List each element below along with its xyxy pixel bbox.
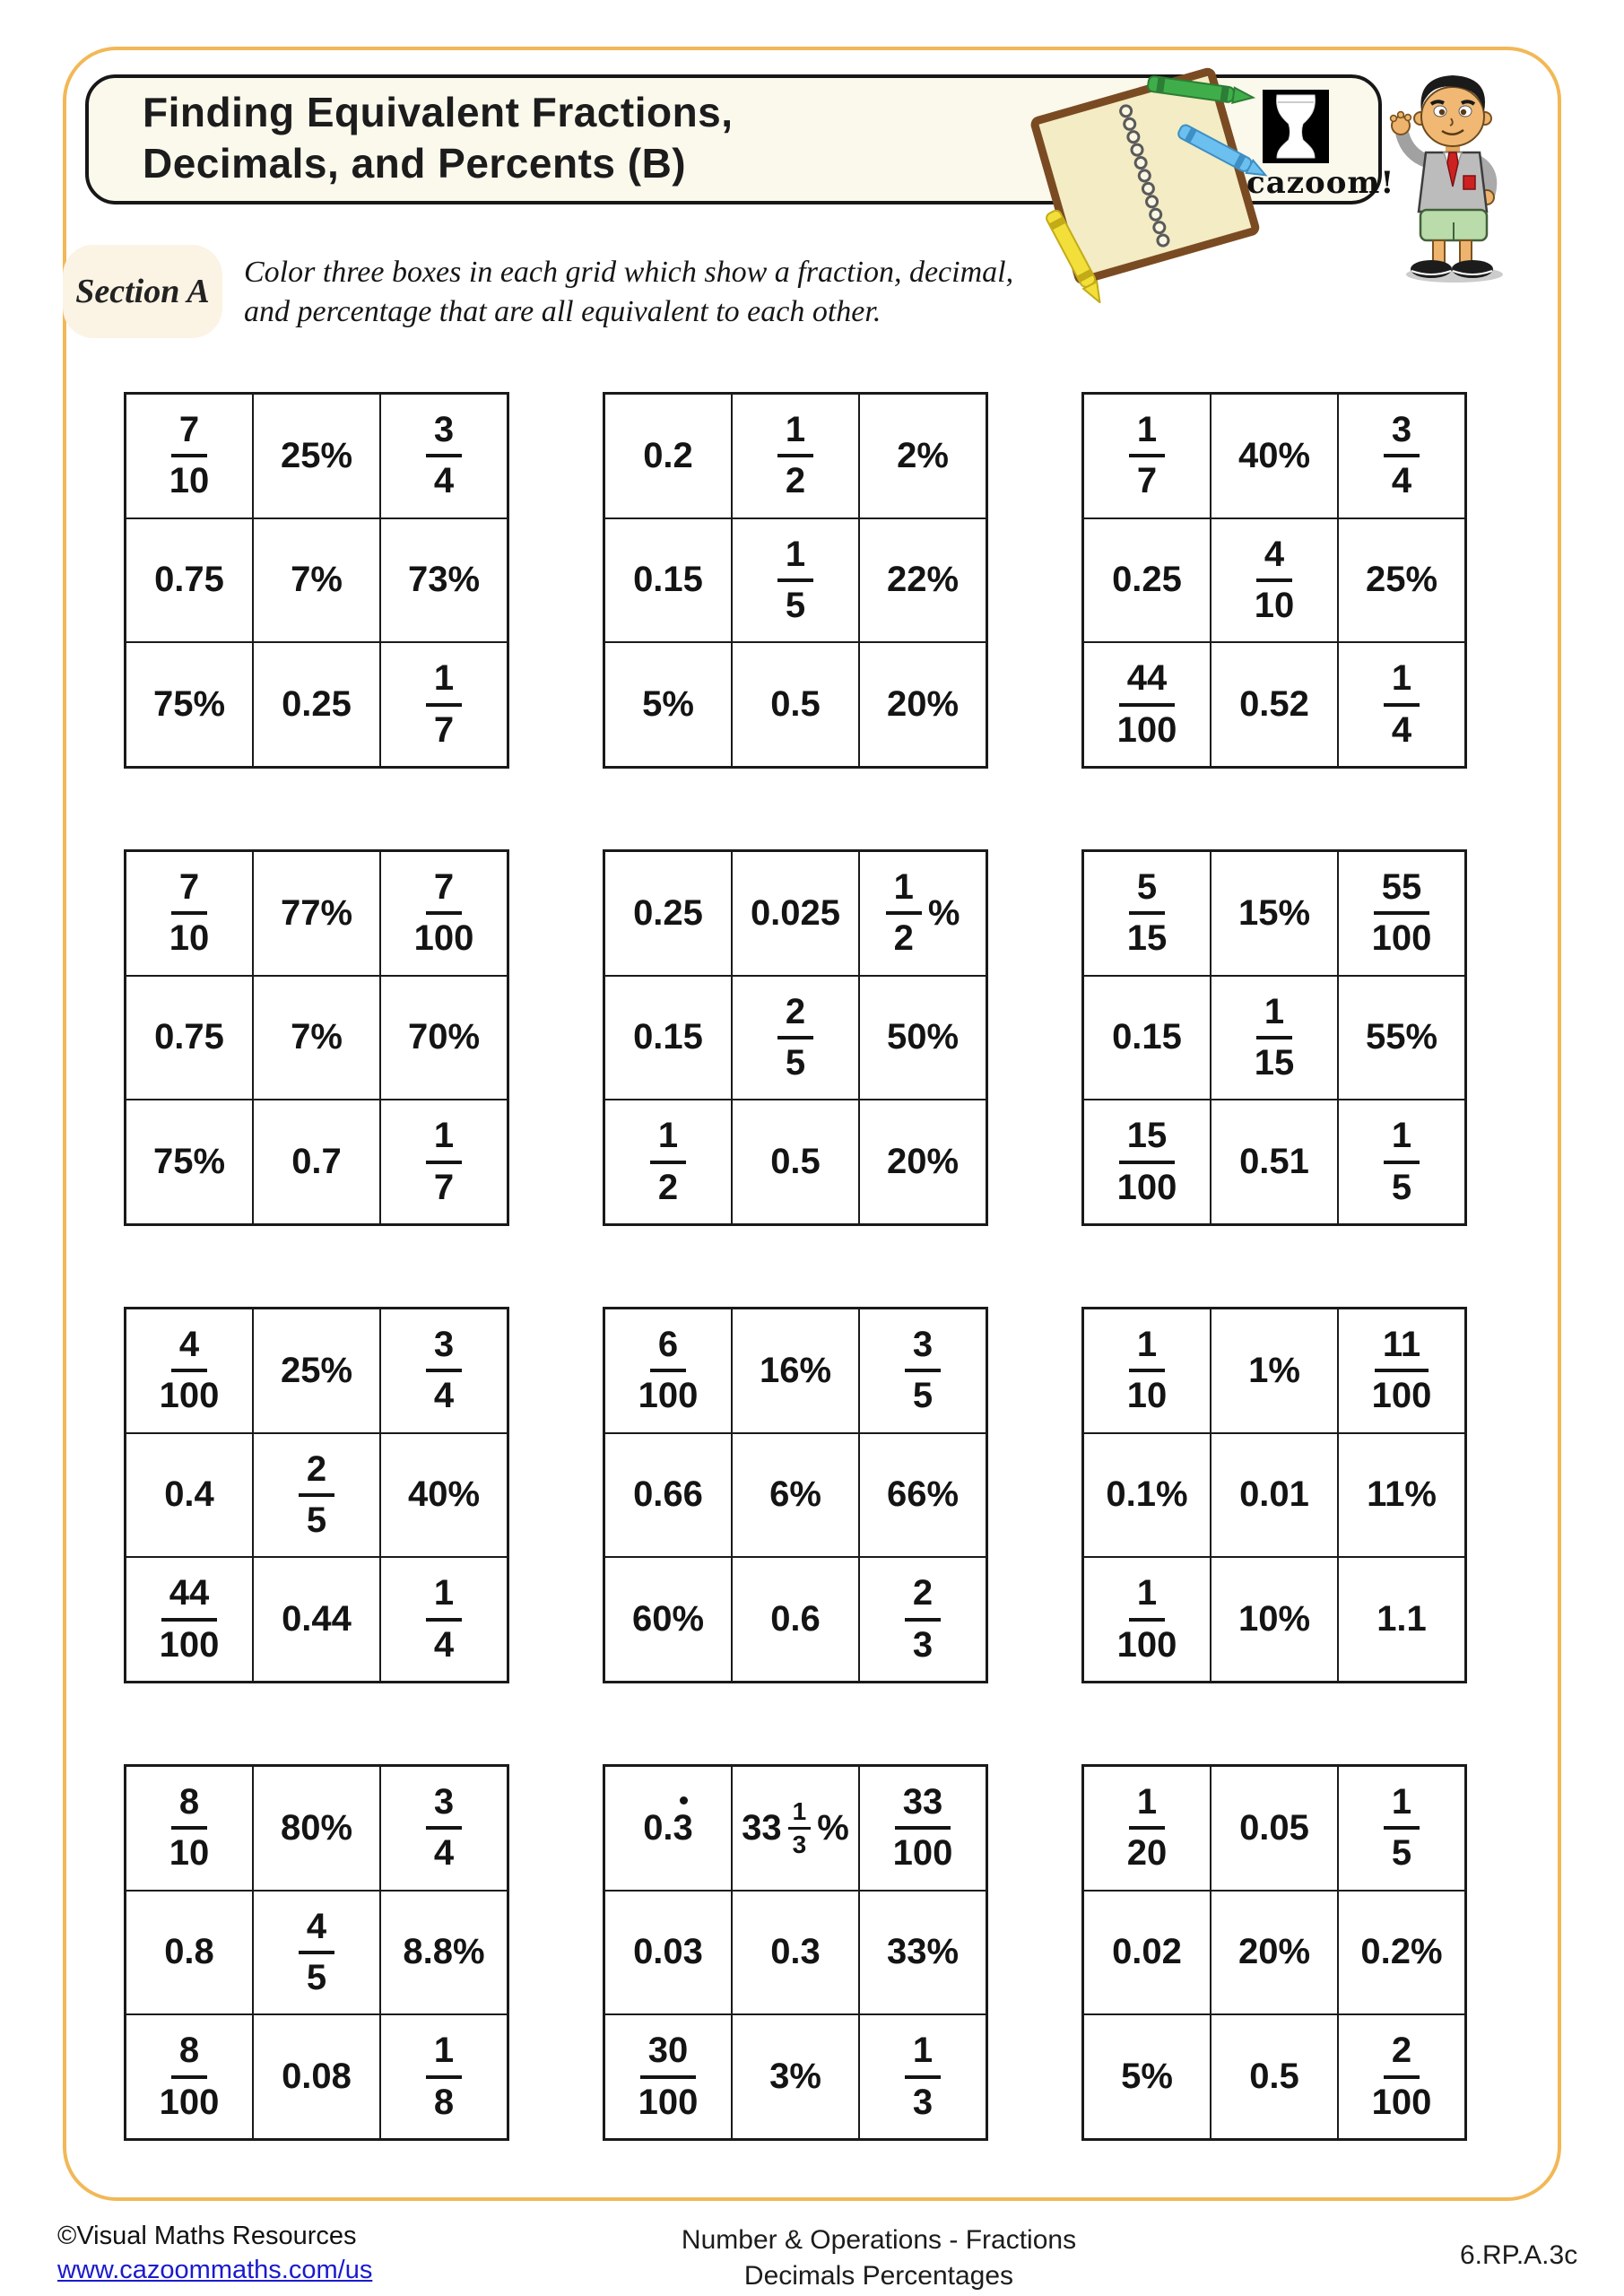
equivalence-grid-7 xyxy=(124,1307,509,1683)
grid-6-cell-r1c1[interactable] xyxy=(1083,851,1211,976)
text-value: 0.6 xyxy=(770,1599,821,1639)
grid-5-cell-r3c3[interactable] xyxy=(859,1100,986,1224)
text-value: 0.02 xyxy=(1112,1932,1182,1972)
equivalence-grid-11 xyxy=(603,1764,988,2141)
text-value: 22% xyxy=(886,560,960,600)
text-value: 77% xyxy=(280,892,353,933)
grid-12-cell-r2c1[interactable] xyxy=(1083,1891,1211,2015)
fraction-value: $\frac{2}{100}$ xyxy=(1371,2031,1432,2122)
grid-9-cell-r2c3[interactable] xyxy=(1338,1433,1465,1558)
grid-9-cell-r2c2[interactable] xyxy=(1211,1433,1338,1558)
grid-1-cell-r1c1[interactable] xyxy=(126,394,253,518)
grid-4-cell-r1c3[interactable] xyxy=(380,851,508,976)
grid-10-cell-r3c1[interactable] xyxy=(126,2014,253,2139)
grid-7-cell-r1c3[interactable] xyxy=(380,1309,508,1433)
fraction-value: $\frac{1}{2}$ xyxy=(886,868,922,958)
text-value: 0.15 xyxy=(1112,1017,1182,1057)
grid-10-cell-r2c1[interactable] xyxy=(126,1891,253,2015)
text-value: 75% xyxy=(152,684,226,725)
fraction-value: $\frac{2}{3}$ xyxy=(905,1574,941,1664)
grid-3-cell-r3c2[interactable] xyxy=(1211,642,1338,767)
text-value: 20% xyxy=(886,684,960,725)
text-value: 75% xyxy=(152,1142,226,1182)
footer-left xyxy=(57,2219,372,2287)
grid-10-cell-r1c2[interactable] xyxy=(253,1766,380,1891)
grid-4-cell-r1c2[interactable] xyxy=(253,851,380,976)
instructions-line1: Color three boxes in each grid which show a fraction, decimal, xyxy=(244,256,1014,289)
text-value: 80% xyxy=(280,1807,353,1848)
grid-3-cell-r1c3[interactable] xyxy=(1338,394,1465,518)
grid-4-cell-r3c3[interactable] xyxy=(380,1100,508,1224)
recurring-decimal-value: 0.3 xyxy=(643,1808,693,1848)
grid-2-cell-r2c3[interactable] xyxy=(859,518,986,643)
fraction-value: $\frac{1}{5}$ xyxy=(1384,1783,1420,1873)
text-value: 6% xyxy=(769,1474,821,1515)
grid-11-cell-r3c3[interactable] xyxy=(859,2014,986,2139)
fraction-value: $\frac{1}{100}$ xyxy=(1116,1573,1177,1665)
grid-4-cell-r3c1[interactable] xyxy=(126,1100,253,1224)
grid-7-cell-r2c1[interactable] xyxy=(126,1433,253,1558)
grid-11-cell-r3c2[interactable] xyxy=(732,2014,859,2139)
fraction-value: $\frac{1}{4}$ xyxy=(1384,659,1420,749)
equivalence-grid-2 xyxy=(603,392,988,769)
grid-11-cell-r1c2[interactable] xyxy=(732,1766,859,1891)
grid-11-cell-r2c1[interactable] xyxy=(604,1891,732,2015)
footer-topic-line2: Decimals Percentages xyxy=(743,2261,1014,2291)
grid-12-cell-r2c2[interactable] xyxy=(1211,1891,1338,2015)
grid-5-cell-r1c3[interactable] xyxy=(859,851,986,976)
text-value: 25% xyxy=(280,1350,353,1390)
fraction-value: $\frac{1}{15}$ xyxy=(1254,991,1295,1083)
grid-5-cell-r1c2[interactable] xyxy=(732,851,859,976)
text-value: 40% xyxy=(1238,435,1311,475)
fraction-value: $\frac{1}{8}$ xyxy=(426,2031,462,2121)
text-value: 11% xyxy=(1367,1474,1437,1515)
grid-5-cell-r3c1[interactable] xyxy=(604,1100,732,1224)
text-value: 0.25 xyxy=(282,684,352,725)
text-value: 70% xyxy=(407,1017,481,1057)
text-value: 0.66 xyxy=(633,1474,703,1515)
grid-1-cell-r3c2[interactable] xyxy=(253,642,380,767)
fraction-value: $\frac{3}{4}$ xyxy=(426,1326,462,1415)
fraction-value: $\frac{15}{100}$ xyxy=(1116,1116,1177,1207)
grid-1-cell-r1c2[interactable] xyxy=(253,394,380,518)
grid-6-cell-r1c2[interactable] xyxy=(1211,851,1338,976)
text-value: 2% xyxy=(897,435,949,475)
grid-7-cell-r3c3[interactable] xyxy=(380,1557,508,1682)
text-value: 25% xyxy=(280,435,353,475)
fraction-value: $\frac{55}{100}$ xyxy=(1371,867,1432,959)
text-value: 5% xyxy=(1121,2057,1173,2097)
grid-10-cell-r2c3[interactable] xyxy=(380,1891,508,2015)
fraction-value: $\frac{8}{100}$ xyxy=(159,2031,220,2122)
fraction-value: $\frac{2}{5}$ xyxy=(777,993,813,1083)
grid-6-cell-r3c3[interactable] xyxy=(1338,1100,1465,1224)
grid-1-cell-r1c3[interactable] xyxy=(380,394,508,518)
fraction-value: $\frac{3}{4}$ xyxy=(426,1783,462,1873)
fraction-value: $\frac{11}{100}$ xyxy=(1371,1325,1432,1416)
text-value: 0.4 xyxy=(164,1474,214,1515)
grid-9-cell-r3c2[interactable] xyxy=(1211,1557,1338,1682)
grid-3-cell-r1c1[interactable] xyxy=(1083,394,1211,518)
grid-10-cell-r2c2[interactable] xyxy=(253,1891,380,2015)
instructions xyxy=(244,253,1230,332)
equivalence-grid-8 xyxy=(603,1307,988,1683)
text-value: 0.1% xyxy=(1106,1474,1188,1515)
grid-11-cell-r1c3[interactable] xyxy=(859,1766,986,1891)
section-a-text: Section A xyxy=(75,273,210,310)
grid-5-cell-r3c2[interactable] xyxy=(732,1100,859,1224)
fraction-value: $\frac{1}{7}$ xyxy=(426,1117,462,1206)
instructions-line2: and percentage that are all equivalent to each other. xyxy=(244,295,881,328)
cazoom-logo xyxy=(1246,90,1395,201)
fraction-percent-value: $\frac{1}{2}$ % xyxy=(886,868,960,958)
grid-9-cell-r1c1[interactable] xyxy=(1083,1309,1211,1433)
text-value: 20% xyxy=(1238,1932,1311,1972)
djembe-drum-icon xyxy=(1263,90,1329,163)
text-value: 0.2 xyxy=(643,435,693,475)
fraction-value: $\frac{1}{3}$ xyxy=(905,2031,941,2121)
text-value: 33% xyxy=(886,1932,960,1972)
section-a-label xyxy=(63,245,222,338)
grid-3-cell-r2c3[interactable] xyxy=(1338,518,1465,643)
grid-12-cell-r3c3[interactable] xyxy=(1338,2014,1465,2139)
grid-2-cell-r1c3[interactable] xyxy=(859,394,986,518)
text-value: 0.01 xyxy=(1239,1474,1309,1515)
grid-1-cell-r3c1[interactable] xyxy=(126,642,253,767)
grid-6-cell-r2c3[interactable] xyxy=(1338,976,1465,1100)
grid-1-cell-r2c1[interactable] xyxy=(126,518,253,643)
grid-8-cell-r1c3[interactable] xyxy=(859,1309,986,1433)
grid-6-cell-r1c3[interactable] xyxy=(1338,851,1465,976)
grid-2-cell-r1c2[interactable] xyxy=(732,394,859,518)
grid-9-cell-r2c1[interactable] xyxy=(1083,1433,1211,1558)
grid-1-cell-r3c3[interactable] xyxy=(380,642,508,767)
text-value: 8.8% xyxy=(403,1932,485,1972)
grid-2-cell-r3c2[interactable] xyxy=(732,642,859,767)
grid-7-cell-r3c1[interactable] xyxy=(126,1557,253,1682)
text-value: 0.25 xyxy=(633,892,703,933)
text-value: 7% xyxy=(291,1017,343,1057)
page-title-line1: Finding Equivalent Fractions, xyxy=(143,89,734,135)
grid-8-cell-r1c1[interactable] xyxy=(604,1309,732,1433)
text-value: 0.025 xyxy=(750,892,841,933)
fraction-value: $\frac{1}{4}$ xyxy=(426,1574,462,1664)
text-value: 25% xyxy=(1365,560,1438,600)
grid-4-cell-r2c1[interactable] xyxy=(126,976,253,1100)
grid-2-cell-r3c3[interactable] xyxy=(859,642,986,767)
grid-8-cell-r2c2[interactable] xyxy=(732,1433,859,1558)
text-value: 5% xyxy=(642,684,694,725)
grid-10-cell-r3c2[interactable] xyxy=(253,2014,380,2139)
text-value: 0.05 xyxy=(1239,1807,1309,1848)
equivalence-grid-5 xyxy=(603,849,988,1226)
grid-10-cell-r1c3[interactable] xyxy=(380,1766,508,1891)
grid-6-cell-r2c2[interactable] xyxy=(1211,976,1338,1100)
text-value: 0.15 xyxy=(633,560,703,600)
grid-4-cell-r2c3[interactable] xyxy=(380,976,508,1100)
fraction-value: $\frac{4}{10}$ xyxy=(1254,534,1295,625)
grid-8-cell-r3c2[interactable] xyxy=(732,1557,859,1682)
grid-3-cell-r3c1[interactable] xyxy=(1083,642,1211,767)
fraction-value: $\frac{2}{5}$ xyxy=(299,1450,334,1540)
grid-9-cell-r1c3[interactable] xyxy=(1338,1309,1465,1433)
grid-12-cell-r2c3[interactable] xyxy=(1338,1891,1465,2015)
equivalence-grid-4 xyxy=(124,849,509,1226)
page-title-line2: Decimals, and Percents (B) xyxy=(143,140,687,187)
text-value: 0.8 xyxy=(164,1932,214,1972)
fraction-value: $\frac{7}{10}$ xyxy=(169,410,210,501)
grid-3-cell-r3c3[interactable] xyxy=(1338,642,1465,767)
fraction-value: $\frac{3}{4}$ xyxy=(1384,411,1420,500)
grid-3-cell-r2c1[interactable] xyxy=(1083,518,1211,643)
equivalence-grid-3 xyxy=(1081,392,1467,769)
text-value: 60% xyxy=(631,1599,705,1639)
grids-area xyxy=(124,392,1467,2141)
text-value: 16% xyxy=(759,1350,832,1390)
fraction-value: $\frac{3}{5}$ xyxy=(905,1326,941,1415)
fraction-value: $\frac{1}{10}$ xyxy=(1126,1325,1168,1416)
fraction-value: $\frac{5}{15}$ xyxy=(1126,867,1168,959)
fraction-value: $\frac{8}{10}$ xyxy=(169,1782,210,1874)
fraction-value: $\frac{1}{5}$ xyxy=(1384,1117,1420,1206)
fraction-value: $\frac{1}{7}$ xyxy=(1129,411,1165,500)
fraction-value: $\frac{44}{100}$ xyxy=(159,1573,220,1665)
footer-topic xyxy=(430,2222,1327,2294)
equivalence-grid-1 xyxy=(124,392,509,769)
fraction-value: $\frac{4}{5}$ xyxy=(299,1908,334,1997)
text-value: 40% xyxy=(407,1474,481,1515)
equivalence-grid-9 xyxy=(1081,1307,1467,1683)
grid-11-cell-r1c1[interactable] xyxy=(604,1766,732,1891)
text-value: 0.15 xyxy=(633,1017,703,1057)
text-value: 0.7 xyxy=(291,1142,342,1182)
text-value: 0.51 xyxy=(1239,1142,1309,1182)
grid-5-cell-r2c1[interactable] xyxy=(604,976,732,1100)
text-value: 0.3 xyxy=(770,1932,821,1972)
grid-8-cell-r3c3[interactable] xyxy=(859,1557,986,1682)
grid-6-cell-r2c1[interactable] xyxy=(1083,976,1211,1100)
fraction-value: $\frac{1}{3}$ xyxy=(788,1798,812,1857)
cazoom-website-link[interactable]: www.cazoommaths.com/us xyxy=(57,2256,373,2284)
grid-9-cell-r3c3[interactable] xyxy=(1338,1557,1465,1682)
text-value: 0.5 xyxy=(1249,2057,1299,2097)
grid-7-cell-r1c2[interactable] xyxy=(253,1309,380,1433)
grid-5-cell-r1c1[interactable] xyxy=(604,851,732,976)
grid-12-cell-r1c3[interactable] xyxy=(1338,1766,1465,1891)
text-value: 0.03 xyxy=(633,1932,703,1972)
grid-12-cell-r3c2[interactable] xyxy=(1211,2014,1338,2139)
fraction-value: $\frac{30}{100}$ xyxy=(638,2031,699,2122)
text-value: 0.25 xyxy=(1112,560,1182,600)
fraction-value: $\frac{1}{2}$ xyxy=(777,411,813,500)
grid-6-cell-r3c1[interactable] xyxy=(1083,1100,1211,1224)
grid-2-cell-r1c1[interactable] xyxy=(604,394,732,518)
footer-topic-line1: Number & Operations - Fractions xyxy=(681,2225,1077,2255)
grid-7-cell-r1c1[interactable] xyxy=(126,1309,253,1433)
text-value: 0.75 xyxy=(154,560,224,600)
fraction-value: $\frac{1}{5}$ xyxy=(777,535,813,625)
grid-7-cell-r2c2[interactable] xyxy=(253,1433,380,1558)
fraction-value: $\frac{44}{100}$ xyxy=(1116,658,1177,750)
grid-2-cell-r2c2[interactable] xyxy=(732,518,859,643)
text-value: 0.2% xyxy=(1360,1932,1443,1972)
mixed-number-percent-value: 33 $\frac{1}{3}$ % xyxy=(742,1797,849,1858)
text-value: 3% xyxy=(769,2057,821,2097)
text-value: 73% xyxy=(407,560,481,600)
grid-5-cell-r2c3[interactable] xyxy=(859,976,986,1100)
text-value: 66% xyxy=(886,1474,960,1515)
text-value: 55% xyxy=(1365,1017,1438,1057)
text-value: 0.08 xyxy=(282,2057,352,2097)
standard-code: 6.RP.A.3c xyxy=(1460,2240,1578,2270)
fraction-value: $\frac{4}{100}$ xyxy=(159,1325,220,1416)
grid-4-cell-r1c1[interactable] xyxy=(126,851,253,976)
text-value: 20% xyxy=(886,1142,960,1182)
grid-8-cell-r2c3[interactable] xyxy=(859,1433,986,1558)
grid-11-cell-r3c1[interactable] xyxy=(604,2014,732,2139)
text-value: 1% xyxy=(1248,1350,1300,1390)
text-value: 0.44 xyxy=(282,1599,352,1639)
grid-1-cell-r2c2[interactable] xyxy=(253,518,380,643)
grid-9-cell-r3c1[interactable] xyxy=(1083,1557,1211,1682)
text-value: 50% xyxy=(886,1017,960,1057)
cazoom-logo-text: cazoom! xyxy=(1246,165,1395,201)
text-value: 1.1 xyxy=(1376,1599,1427,1639)
text-value: 0.5 xyxy=(770,684,821,725)
fraction-value: $\frac{7}{10}$ xyxy=(169,867,210,959)
fraction-value: $\frac{1}{20}$ xyxy=(1126,1782,1168,1874)
grid-4-cell-r3c2[interactable] xyxy=(253,1100,380,1224)
text-value: 0.75 xyxy=(154,1017,224,1057)
equivalence-grid-6 xyxy=(1081,849,1467,1226)
text-value: 0.5 xyxy=(770,1142,821,1182)
grid-11-cell-r2c2[interactable] xyxy=(732,1891,859,2015)
equivalence-grid-12 xyxy=(1081,1764,1467,2141)
grid-3-cell-r1c2[interactable] xyxy=(1211,394,1338,518)
grid-3-cell-r2c2[interactable] xyxy=(1211,518,1338,643)
grid-4-cell-r2c2[interactable] xyxy=(253,976,380,1100)
grid-8-cell-r2c1[interactable] xyxy=(604,1433,732,1558)
fraction-value: $\frac{7}{100}$ xyxy=(413,867,474,959)
grid-5-cell-r2c2[interactable] xyxy=(732,976,859,1100)
page-title xyxy=(143,87,734,189)
boy-mascot-illustration xyxy=(1381,70,1524,285)
grid-11-cell-r2c3[interactable] xyxy=(859,1891,986,2015)
copyright-text: ©Visual Maths Resources xyxy=(57,2222,357,2250)
text-value: 7% xyxy=(291,560,343,600)
grid-6-cell-r3c2[interactable] xyxy=(1211,1100,1338,1224)
grid-2-cell-r3c1[interactable] xyxy=(604,642,732,767)
grid-10-cell-r3c3[interactable] xyxy=(380,2014,508,2139)
grid-12-cell-r3c1[interactable] xyxy=(1083,2014,1211,2139)
grid-7-cell-r2c3[interactable] xyxy=(380,1433,508,1558)
equivalence-grid-10 xyxy=(124,1764,509,2141)
text-value: 0.52 xyxy=(1239,684,1309,725)
grid-8-cell-r1c2[interactable] xyxy=(732,1309,859,1433)
grid-10-cell-r1c1[interactable] xyxy=(126,1766,253,1891)
text-value: 10% xyxy=(1238,1599,1311,1639)
grid-12-cell-r1c2[interactable] xyxy=(1211,1766,1338,1891)
grid-8-cell-r3c1[interactable] xyxy=(604,1557,732,1682)
fraction-value: $\frac{1}{2}$ xyxy=(650,1117,686,1206)
grid-1-cell-r2c3[interactable] xyxy=(380,518,508,643)
fraction-value: $\frac{3}{4}$ xyxy=(426,411,462,500)
fraction-value: $\frac{6}{100}$ xyxy=(638,1325,699,1416)
grid-12-cell-r1c1[interactable] xyxy=(1083,1766,1211,1891)
text-value: 15% xyxy=(1238,892,1311,933)
grid-7-cell-r3c2[interactable] xyxy=(253,1557,380,1682)
grid-9-cell-r1c2[interactable] xyxy=(1211,1309,1338,1433)
grid-2-cell-r2c1[interactable] xyxy=(604,518,732,643)
fraction-value: $\frac{1}{7}$ xyxy=(426,659,462,749)
fraction-value: $\frac{33}{100}$ xyxy=(892,1782,953,1874)
